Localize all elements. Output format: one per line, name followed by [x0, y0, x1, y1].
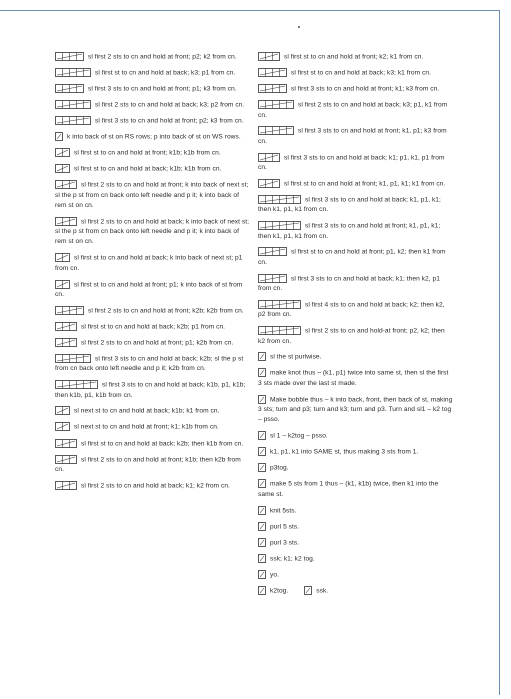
legend-entry: [258, 506, 453, 516]
legend-entry: [55, 406, 250, 416]
stitch-symbol-icon: [258, 522, 266, 531]
legend-entry: [258, 52, 453, 62]
legend-text: sl next st to cn and hold at back; k1b; k1 from cn.: [74, 407, 220, 415]
stitch-symbol-icon: [55, 481, 77, 490]
stitch-symbol-icon: [258, 84, 287, 93]
legend-text: sl first 2 sts to cn and hold at front; k1b; then k2b from cn.: [55, 455, 241, 474]
legend-text: sl the st purlwise.: [270, 353, 322, 361]
left-column: [55, 52, 250, 497]
stitch-symbol-icon: [55, 217, 77, 226]
legend-text: sl first st to cn and hold at back; k3; k1 from cn.: [291, 69, 431, 77]
legend-entry: [258, 153, 453, 174]
legend-entry: [55, 100, 250, 110]
stitch-symbol-icon: [258, 247, 287, 256]
legend-text: sl first 2 sts to cn and hold at front; p2; k2 from cn.: [88, 53, 237, 61]
stitch-symbol-icon: [304, 586, 312, 595]
legend-entry: [55, 116, 250, 126]
legend-text: purl 5 sts.: [270, 522, 300, 530]
legend-entry: [258, 554, 453, 564]
legend-text: sl first 2 sts to cn and hold at front; k2b; k2b from cn.: [88, 307, 244, 315]
legend-text: purl 3 sts.: [270, 538, 300, 546]
stitch-symbol-icon: [258, 479, 266, 488]
legend-entry: [55, 280, 250, 301]
stitch-symbol-icon: [55, 380, 98, 389]
legend-entry: [55, 68, 250, 78]
stitch-symbol-icon: [258, 300, 301, 309]
legend-text: sl first st to cn and hold at back; k into back of next st; p1 from cn.: [55, 254, 243, 272]
legend-text: sl first 3 sts to cn and hold at front; k1; k3 from cn.: [291, 85, 440, 93]
legend-entry: [55, 84, 250, 94]
stitch-symbol-icon: [258, 126, 294, 135]
stitch-symbol-icon: [258, 463, 266, 472]
legend-entry: [258, 221, 453, 242]
legend-entry: [55, 253, 250, 274]
legend-entry: [258, 586, 453, 596]
legend-text: sl first st to cn and hold at back; k3; p1 from cn.: [95, 69, 236, 77]
legend-entry: [55, 481, 250, 491]
stitch-symbol-icon: [55, 354, 91, 363]
legend-text: yo.: [270, 571, 279, 579]
stitch-symbol-icon: [55, 116, 91, 125]
stitch-symbol-icon: [258, 431, 266, 440]
legend-text: sl first 2 sts to cn and hold at front; k into back of next st; sl the p st from cn back onto left needle and p it; k into back of rem st on cn.: [55, 181, 249, 210]
right-column: [258, 52, 453, 602]
legend-entry: [258, 68, 453, 78]
stitch-symbol-icon: [258, 506, 266, 515]
legend-entry: [258, 195, 453, 216]
legend-text: sl first 2 sts to cn and hold at front; p1; k2b from cn.: [81, 339, 234, 347]
legend-text: sl first st to cn and hold at back; k2b; p1 from cn.: [81, 323, 226, 331]
stitch-symbol-icon: [55, 422, 70, 431]
legend-text: sl first 4 sts to cn and hold at back; k2; then k2, p2 from cn.: [258, 301, 445, 319]
stitch-symbol-icon: [55, 164, 70, 173]
legend-text: sl first 3 sts to cn and hold at front; p1; k3 from cn.: [88, 85, 237, 93]
legend-entry: [258, 522, 453, 532]
legend-entry: [258, 395, 453, 426]
legend-entry: [258, 431, 453, 441]
legend-text: knit 5sts.: [270, 506, 297, 514]
stitch-symbol-icon: [55, 148, 70, 157]
legend-entry: [55, 164, 250, 174]
legend-text: make knot thus – (k1, p1) twice into same st, then sl the first 3 sts made over the last st made.: [258, 369, 449, 387]
legend-text: sl next st to cn and hold at front; k1; k1b from cn.: [74, 423, 219, 431]
legend-text: sl first 3 sts to cn and hold at back; k1b, p1, k1b; then k1b, p1, k1b from cn.: [55, 381, 246, 399]
stitch-symbol-icon: [55, 180, 77, 189]
stitch-symbol-icon: [55, 439, 77, 448]
stitch-symbol-icon: [55, 322, 77, 331]
legend-text: sl first 2 sts to cn and hold at back; k1; k2 from cn.: [81, 482, 230, 490]
stitch-symbol-icon: [258, 274, 287, 283]
legend-text: sl first 3 sts to cn and hold at front; k1, p1; k3 from cn.: [258, 127, 447, 145]
stitch-symbol-icon: [55, 338, 77, 347]
legend-text: k2tog.: [270, 587, 289, 595]
legend-entry: [55, 322, 250, 332]
legend-text: sl first 2 sts to cn and hold-at front; p2, k2; then k2 from cn.: [258, 327, 445, 345]
stitch-symbol-icon: [55, 132, 63, 141]
legend-entry: [258, 179, 453, 189]
stitch-symbol-icon: [258, 447, 266, 456]
legend-entry: [55, 380, 250, 401]
legend-entry: [55, 132, 250, 142]
stitch-symbol-icon: [258, 68, 287, 77]
stitch-symbol-icon: [55, 68, 91, 77]
legend-text: sl first st to cn and hold at front; p1, k2; then k1 from cn.: [258, 248, 446, 266]
legend-entry: [258, 479, 453, 500]
legend-text: ssk; k1; k2 tog.: [270, 554, 315, 562]
page-mark: [298, 26, 300, 28]
legend-text: sl first 3 sts to cn and hold at back; k2b; sl the p st from cn back onto left needle and p it; k2b from cn.: [55, 355, 244, 373]
stitch-symbol-icon: [55, 406, 70, 415]
legend-entry: [55, 148, 250, 158]
legend-entry: [55, 338, 250, 348]
legend-entry: [55, 52, 250, 62]
stitch-symbol-icon: [55, 84, 84, 93]
legend-entry: [55, 439, 250, 449]
legend-entry: [258, 368, 453, 389]
legend-text: sl first st to cn and hold at back; k1b; k1b from cn.: [74, 165, 222, 173]
legend-text: ssk.: [316, 587, 329, 595]
legend-text: sl 1 – k2tog – psso.: [270, 432, 328, 440]
legend-entry: [258, 100, 453, 121]
legend-entry: [258, 126, 453, 147]
stitch-symbol-icon: [55, 280, 70, 289]
stitch-symbol-icon: [258, 395, 266, 404]
legend-entry: [258, 447, 453, 457]
legend-entry: [258, 352, 453, 362]
legend-text: sl first 2 sts to cn and hold at back; k3; p1, k1 from cn.: [258, 101, 448, 119]
stitch-symbol-icon: [258, 352, 266, 361]
legend-entry: [258, 300, 453, 321]
legend-text: make 5 sts from 1 thus – (k1, k1b) twice, then k1 into the same st.: [258, 480, 439, 498]
legend-entry: [55, 217, 250, 248]
stitch-symbol-icon: [258, 554, 266, 563]
stitch-symbol-icon: [258, 195, 301, 204]
legend-entry: [258, 538, 453, 548]
legend-entry: [258, 463, 453, 473]
stitch-symbol-icon: [258, 570, 266, 579]
legend-entry: [258, 326, 453, 347]
stitch-symbol-icon: [258, 326, 301, 335]
legend-text: sl first st to cn and hold at back; k2b; then k1b from cn.: [81, 439, 244, 447]
legend-text: sl first 3 sts to cn and hold at back; k1; then k2, p1 from cn.: [258, 274, 440, 293]
legend-text: sl first 2 sts to cn and hold at back; k into back of next st; sl the p st from cn back onto left needle and p it; k into back of rem st on cn.: [55, 218, 250, 246]
stitch-symbol-icon: [258, 179, 280, 188]
legend-entry: [55, 455, 250, 476]
stitch-symbol-icon: [258, 586, 266, 595]
legend-text: k into back of st on RS rows; p into back of st on WS rows.: [67, 133, 241, 141]
legend-text: p3tog.: [270, 464, 289, 472]
legend-entry: [55, 422, 250, 432]
legend-text: sl first 3 sts to cn and hold at front; p2; k3 from cn.: [95, 117, 244, 125]
legend-text: sl first 3 sts to cn and hold at front; k1, p1, k1; then k1, p1, k1 from cn.: [258, 222, 441, 240]
legend-text: sl first st to cn and hold at front; k2; k1 from cn.: [284, 53, 424, 61]
legend-entry: [258, 247, 453, 268]
stitch-symbol-icon: [55, 306, 84, 315]
legend-text: sl first 3 sts to cn and hold at back; k1; p1, k1, p1 from cn.: [258, 153, 445, 172]
legend-text: sl first st to cn and hold at front; k1, p1, k1; k1 from cn.: [284, 180, 446, 188]
stitch-symbol-icon: [258, 221, 301, 230]
legend-text: sl first st to cn and hold at front; k1b; k1b from cn.: [74, 149, 221, 157]
legend-text: sl first st to cn and hold at front; p1; k into back of st from cn.: [55, 280, 243, 298]
legend-text: sl first 2 sts to cn and hold at back; k3; p2 from cn.: [95, 101, 245, 109]
legend-entry: [258, 570, 453, 580]
legend-entry: [55, 354, 250, 375]
stitch-symbol-icon: [258, 52, 280, 61]
stitch-symbol-icon: [55, 52, 84, 61]
legend-entry: [258, 84, 453, 94]
stitch-symbol-icon: [258, 153, 280, 162]
stitch-symbol-icon: [55, 100, 91, 109]
legend-entry: [55, 180, 250, 211]
legend-text: k1, p1, k1 into SAME st, thus making 3 sts from 1.: [270, 448, 419, 456]
stitch-symbol-icon: [55, 253, 70, 262]
legend-text: Make bobble thus – k into back, front, then back of st, making 3 sts; turn and p3; turn and k3; turn and p3. Turn and sl1 – k2 tog – psso.: [258, 395, 453, 424]
stitch-symbol-icon: [55, 455, 77, 464]
stitch-symbol-icon: [258, 100, 294, 109]
legend-text: sl first 3 sts to cn and hold at back; k1, p1, k1; then k1, p1, k1 from cn.: [258, 196, 441, 214]
stitch-symbol-icon: [258, 368, 266, 377]
stitch-symbol-icon: [258, 538, 266, 547]
legend-entry: [258, 274, 453, 295]
legend-entry: [55, 306, 250, 316]
